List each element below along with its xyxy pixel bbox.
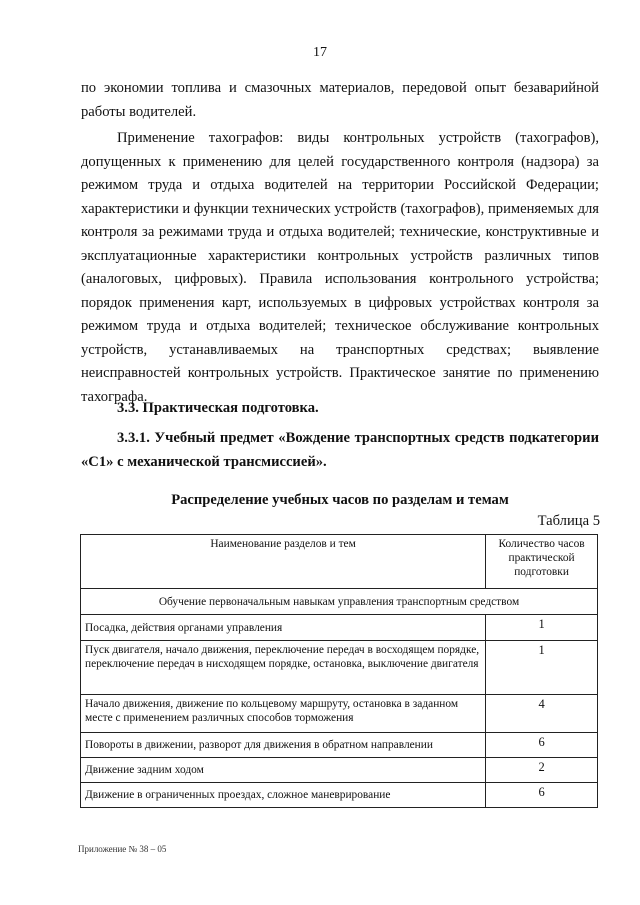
table-caption: Распределение учебных часов по разделам и темам (171, 492, 509, 508)
paragraph-continuation: по экономии топлива и смазочных материалов, передовой опыт безаварийной работы водителей. (81, 80, 599, 120)
subsection-heading: 3.3.1. Учебный предмет «Вождение транспортных средств подкатегории «С1» с механической трансмиссией». (81, 430, 599, 470)
row-hours: 6 (486, 783, 598, 808)
row-name: Повороты в движении, разворот для движения в обратном направлении (81, 733, 486, 758)
table-row (81, 783, 598, 808)
section-heading: 3.3. Практическая подготовка. (117, 400, 319, 416)
footer-note: Приложение № 38 – 05 (78, 844, 167, 854)
table-header-row (81, 535, 598, 589)
table-row (81, 733, 598, 758)
row-name: Движение в ограниченных проездах, сложное маневрирование (81, 783, 486, 808)
row-name: Пуск двигателя, начало движения, переключение передач в восходящем порядке, переключение передач в нисходящем порядке, остановка, выключение двигателя (81, 641, 486, 695)
table-row (81, 615, 598, 641)
header-name: Наименование разделов и тем (81, 535, 486, 589)
row-name: Начало движения, движение по кольцевому маршруту, остановка в заданном месте с применением различных способов торможения (81, 695, 486, 733)
hours-table (80, 534, 598, 808)
group-title: Обучение первоначальным навыкам управления транспортным средством (81, 589, 598, 615)
row-hours: 1 (486, 615, 598, 641)
table-number: Таблица 5 (537, 513, 600, 529)
row-hours: 1 (486, 641, 598, 695)
row-name: Движение задним ходом (81, 758, 486, 783)
table-row (81, 758, 598, 783)
row-hours: 6 (486, 733, 598, 758)
paragraph-tachographs: Применение тахографов: виды контрольных устройств (тахографов), допущенных к применению для целей государственного контроля (надзора) за режимом труда и отдыха водителей на территории Российской Федерации; характеристики и функции технических устройств (тахографов), применяемых для контроля за режимами труда и отдыха водителей; технические, конструктивные и эксплуатационные характеристики контрольных устройств различных типов (аналоговых, цифровых). Правила использования контрольного устройства; порядок применения карт, используемых в цифровых устройствах контроля за режимом труда и отдыха водителей; техническое обслуживание контрольных устройств, устанавливаемых на транспортных средствах; выявление неисправностей контрольных устройств. Практическое занятие по применению тахографа. (81, 130, 599, 405)
table-group-row (81, 589, 598, 615)
page-number: 17 (313, 45, 327, 60)
row-hours: 4 (486, 695, 598, 733)
table-row (81, 695, 598, 733)
header-hours: Количество часов практической подготовки (486, 535, 598, 589)
row-name: Посадка, действия органами управления (81, 615, 486, 641)
table-row (81, 641, 598, 695)
row-hours: 2 (486, 758, 598, 783)
